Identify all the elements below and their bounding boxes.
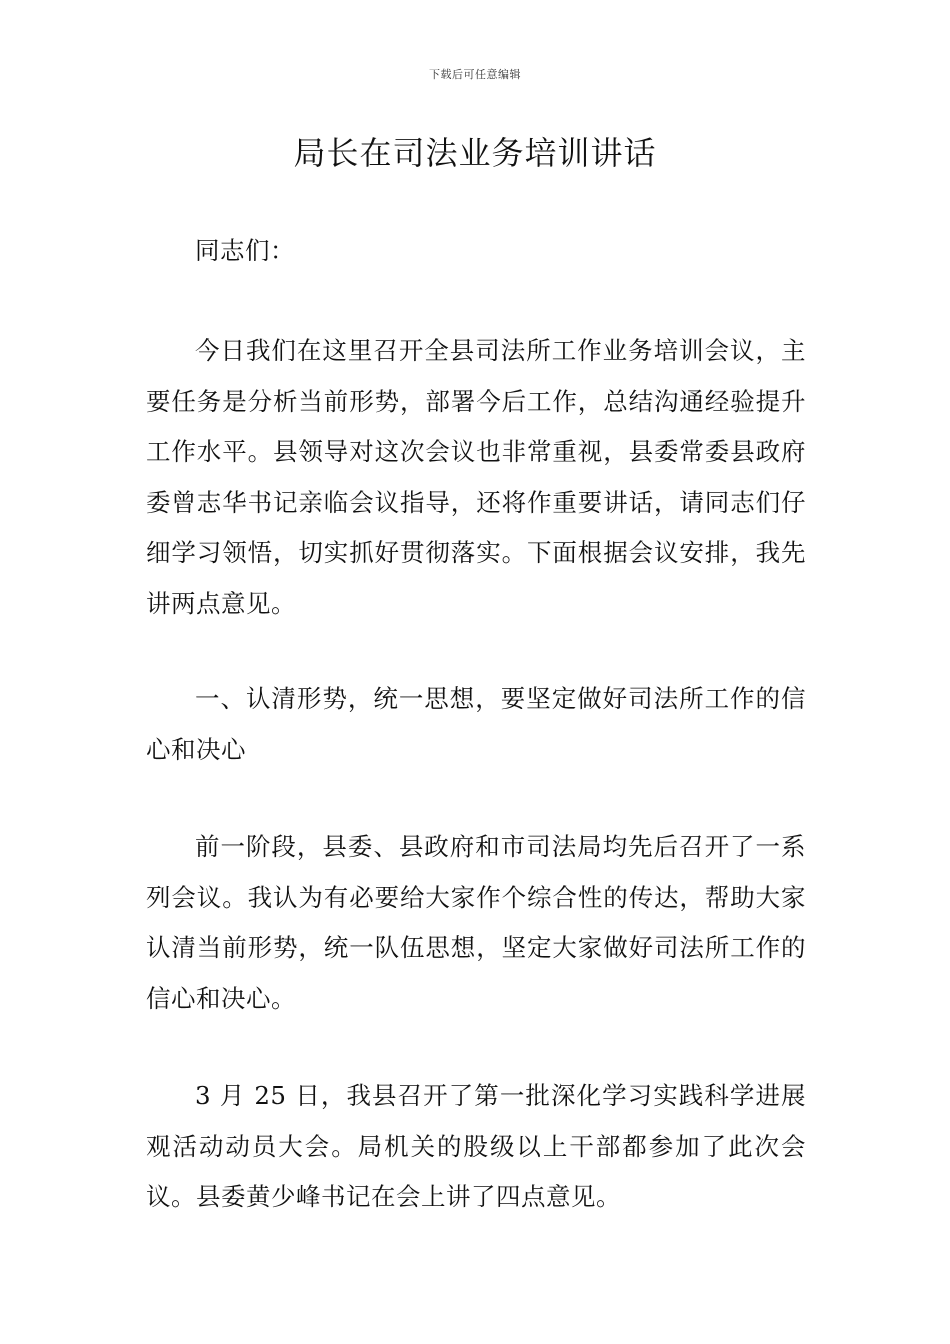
section-heading: 一、认清形势，统一思想，要坚定做好司法所工作的信心和决心: [146, 684, 806, 764]
paragraph: 今日我们在这里召开全县司法所工作业务培训会议，主要任务是分析当前形势，部署今后工作，总结沟通经验提升工作水平。县领导对这次会议也非常重视，县委常委县政府委曾志华书记亲临会议指导，还将作重要讲话，请同志们仔细学习领悟，切实抓好贯彻落实。下面根据会议安排，我先讲两点意见。: [146, 336, 806, 618]
salutation: 同志们：: [195, 236, 295, 265]
header-note: 下载后可任意编辑: [429, 68, 521, 81]
paragraph: 前一阶段，县委、县政府和市司法局均先后召开了一系列会议。我认为有必要给大家作个综合性的传达，帮助大家认清当前形势，统一队伍思想，坚定大家做好司法所工作的信心和决心。: [146, 832, 806, 1013]
document-title: 局长在司法业务培训讲话: [293, 134, 657, 172]
paragraph: 3 月 25 日，我县召开了第一批深化学习实践科学进展观活动动员大会。局机关的股级以上干部都参加了此次会议。县委黄少峰书记在会上讲了四点意见。: [146, 1081, 806, 1211]
